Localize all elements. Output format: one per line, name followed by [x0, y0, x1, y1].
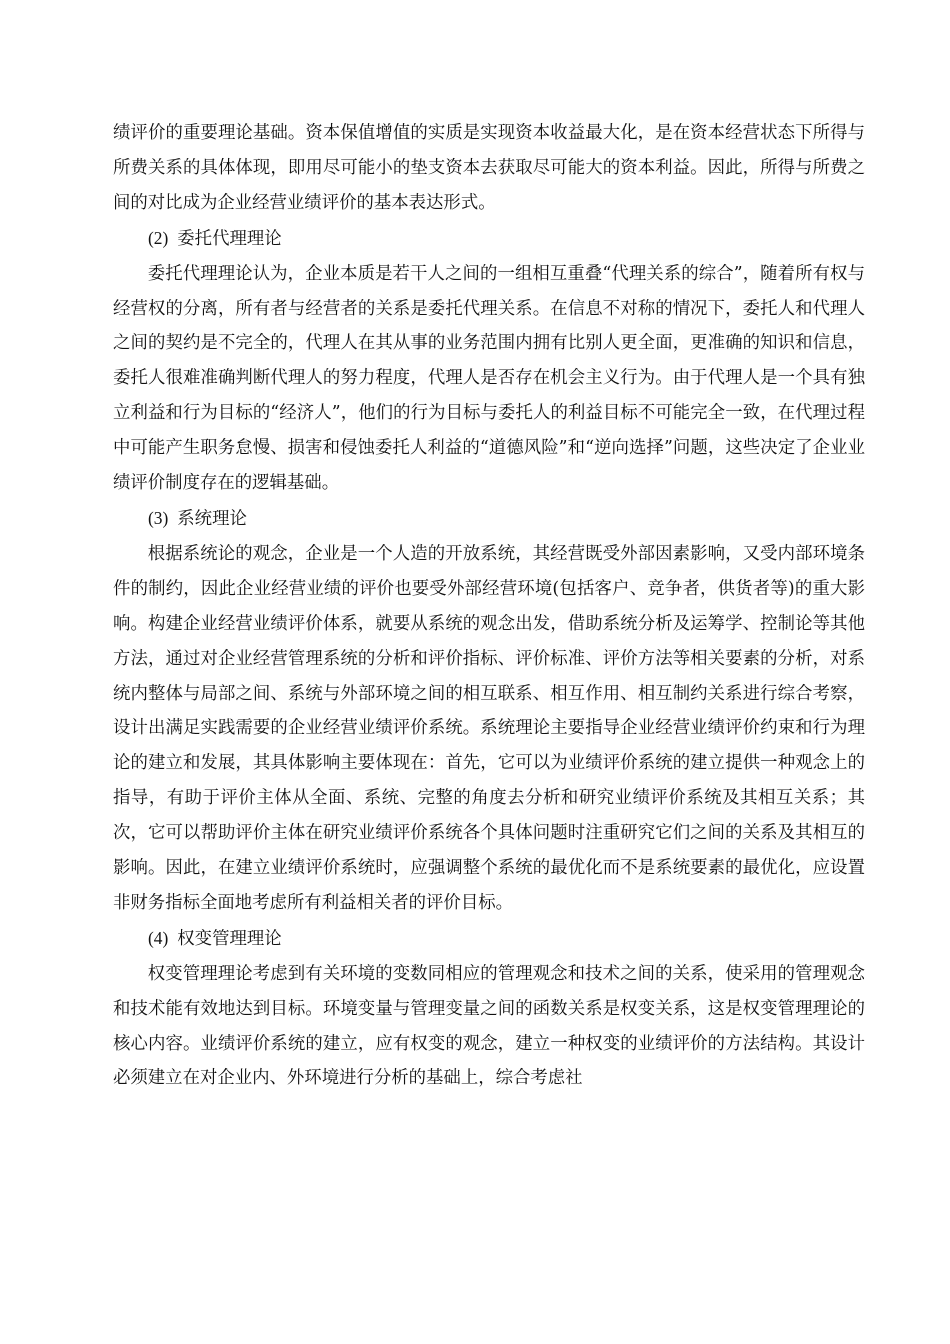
section-number: (3): [148, 507, 169, 528]
section-number: (2): [148, 227, 169, 248]
section-number: (4): [148, 927, 169, 948]
paragraph-continued: 绩评价的重要理论基础。资本保值增值的实质是实现资本收益最大化，是在资本经营状态下所得与所费关系的具体体现，即用尽可能小的垫支资本去获取尽可能大的资本利益。因此，所得与所费之间的对比成为企业经营业绩评价的基本表达形式。: [113, 123, 865, 213]
section-title: 委托代理理论: [177, 228, 282, 249]
section-heading-systems-theory: [113, 501, 865, 537]
section-heading-contingency-theory: [113, 921, 865, 957]
section-heading-agency-theory: [113, 221, 865, 257]
document-body: [113, 116, 865, 1096]
paragraph-systems-theory: 根据系统论的观念，企业是一个人造的开放系统，其经营既受外部因素影响，又受内部环境条件的制约，因此企业经营业绩的评价也要受外部经营环境(包括客户、竞争者，供货者等)的重大影响。构建企业经营业绩评价体系，就要从系统的观念出发，借助系统分析及运筹学、控制论等其他方法，通过对企业经营管理系统的分析和评价指标、评价标准、评价方法等相关要素的分析，对系统内整体与局部之间、系统与外部环境之间的相互联系、相互作用、相互制约关系进行综合考察，设计出满足实践需要的企业经营业绩评价系统。系统理论主要指导企业经营业绩评价约束和行为理论的建立和发展，其具体影响主要体现在：首先，它可以为业绩评价系统的建立提供一种观念上的指导，有助于评价主体从全面、系统、完整的角度去分析和研究业绩评价系统及其相互关系；其次，它可以帮助评价主体在研究业绩评价系统各个具体问题时注重研究它们之间的关系及其相互的影响。因此，在建立业绩评价系统时，应强调整个系统的最优化而不是系统要素的最优化，应设置非财务指标全面地考虑所有利益相关者的评价目标。: [113, 543, 865, 913]
paragraph-contingency-theory: 权变管理理论考虑到有关环境的变数同相应的管理观念和技术之间的关系，使采用的管理观念和技术能有效地达到目标。环境变量与管理变量之间的函数关系是权变关系，这是权变管理理论的核心内容。业绩评价系统的建立，应有权变的观念，建立一种权变的业绩评价的方法结构。其设计必须建立在对企业内、外环境进行分析的基础上，综合考虑社: [113, 963, 865, 1089]
paragraph-agency-theory: 委托代理理论认为，企业本质是若干人之间的一组相互重叠“代理关系的综合”，随着所有权与经营权的分离，所有者与经营者的关系是委托代理关系。在信息不对称的情况下，委托人和代理人之间的契约是不完全的，代理人在其从事的业务范围内拥有比别人更全面，更准确的知识和信息，委托人很难准确判断代理人的努力程度，代理人是否存在机会主义行为。由于代理人是一个具有独立利益和行为目标的“经济人”，他们的行为目标与委托人的利益目标不可能完全一致，在代理过程中可能产生职务怠慢、损害和侵蚀委托人利益的“道德风险”和“逆向选择”问题，这些决定了企业业绩评价制度存在的逻辑基础。: [113, 263, 865, 494]
section-title: 系统理论: [177, 508, 247, 529]
section-title: 权变管理理论: [177, 928, 282, 949]
